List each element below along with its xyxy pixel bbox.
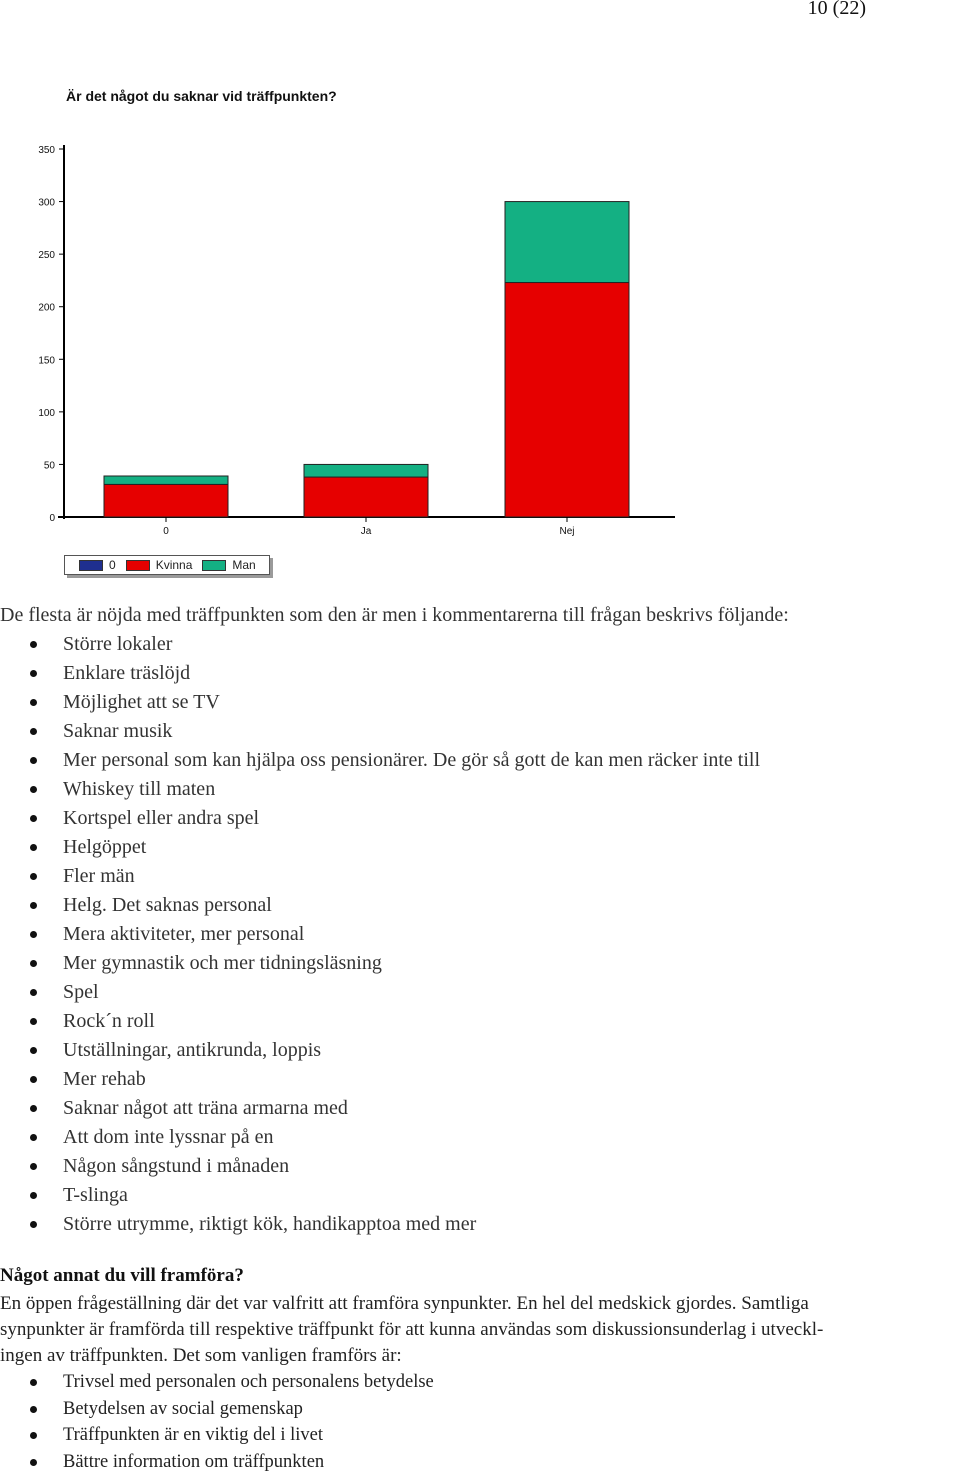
comment-item: Helgöppet (0, 833, 760, 862)
comment-item: Saknar musik (0, 717, 760, 746)
y-tick-label: 50 (43, 460, 55, 472)
intro-text: De flesta är nöjda med träffpunkten som den är men i kommentarerna till frågan beskrivs följande: (0, 604, 789, 626)
bar-kvinna (505, 283, 629, 517)
x-tick-label: Nej (559, 526, 575, 537)
section-paragraph (0, 1291, 960, 1369)
paragraph-line: En öppen frågeställning där det var valfritt att framföra synpunkter. En hel del medskick gjordes. Samtliga (0, 1293, 809, 1314)
comment-item: Någon sångstund i månaden (0, 1152, 760, 1181)
comment-item: Fler män (0, 862, 760, 891)
comment-item: Utställningar, antikrunda, loppis (0, 1036, 760, 1065)
bar-man (104, 476, 228, 484)
legend-swatch (79, 560, 103, 571)
comment-item: Enklare träslöjd (0, 659, 760, 688)
comment-item: Helg. Det saknas personal (0, 891, 760, 920)
legend-swatch (202, 560, 226, 571)
paragraph-line: synpunkter är framförda till respektive träffpunkt för att kunna användas som diskussionsunderlag i utveckl- (0, 1319, 824, 1340)
y-tick-label: 200 (38, 302, 55, 314)
comment-item: Större utrymme, riktigt kök, handikapptoa med mer (0, 1210, 760, 1239)
comment-item: Mer rehab (0, 1065, 760, 1094)
legend-item (126, 558, 193, 572)
feedback-item: Bättre information om träffpunkten (0, 1449, 434, 1476)
comment-item: T-slinga (0, 1181, 760, 1210)
y-tick-label: 300 (38, 197, 55, 209)
comment-item: Mer personal som kan hjälpa oss pensionärer. De gör så gott de kan men räcker inte till (0, 746, 760, 775)
comment-item: Kortspel eller andra spel (0, 804, 760, 833)
y-tick-label: 250 (38, 250, 55, 262)
legend-label: Man (232, 558, 256, 572)
bar-man (505, 202, 629, 283)
legend-label: 0 (109, 558, 116, 572)
page-number: 10 (22) (807, 0, 866, 19)
comment-item: Att dom inte lyssnar på en (0, 1123, 760, 1152)
comment-item: Mer gymnastik och mer tidningsläsning (0, 949, 760, 978)
section-heading: Något annat du vill framföra? (0, 1265, 244, 1286)
legend-item (79, 558, 116, 572)
comment-item: Spel (0, 978, 760, 1007)
bar-kvinna (304, 477, 428, 517)
bar-chart (0, 120, 700, 540)
feedback-item: Betydelsen av social gemenskap (0, 1396, 434, 1423)
y-tick-label: 0 (49, 513, 55, 524)
legend-swatch (126, 560, 150, 571)
comment-item: Möjlighet att se TV (0, 688, 760, 717)
feedback-item: Trivsel med personalen och personalens betydelse (0, 1369, 434, 1396)
comment-item: Mera aktiviteter, mer personal (0, 920, 760, 949)
feedback-item: Träffpunkten är en viktig del i livet (0, 1422, 434, 1449)
comment-item: Rock´n roll (0, 1007, 760, 1036)
x-tick-label: 0 (163, 526, 169, 537)
comments-list (0, 630, 760, 1239)
x-tick-label: Ja (360, 526, 372, 537)
y-tick-label: 150 (38, 355, 55, 367)
paragraph-line: ingen av träffpunkten. Det som vanligen framförs är: (0, 1345, 402, 1366)
y-tick-label: 350 (38, 145, 55, 156)
comment-item: Större lokaler (0, 630, 760, 659)
comment-item: Saknar något att träna armarna med (0, 1094, 760, 1123)
comment-item: Whiskey till maten (0, 775, 760, 804)
feedback-list (0, 1369, 434, 1475)
bar-man (304, 464, 428, 477)
y-tick-label: 100 (38, 407, 55, 419)
chart-legend (64, 555, 270, 575)
legend-label: Kvinna (155, 558, 193, 572)
bar-kvinna (104, 484, 228, 517)
legend-item (202, 558, 255, 572)
chart-title: Är det något du saknar vid träffpunkten? (66, 88, 337, 104)
